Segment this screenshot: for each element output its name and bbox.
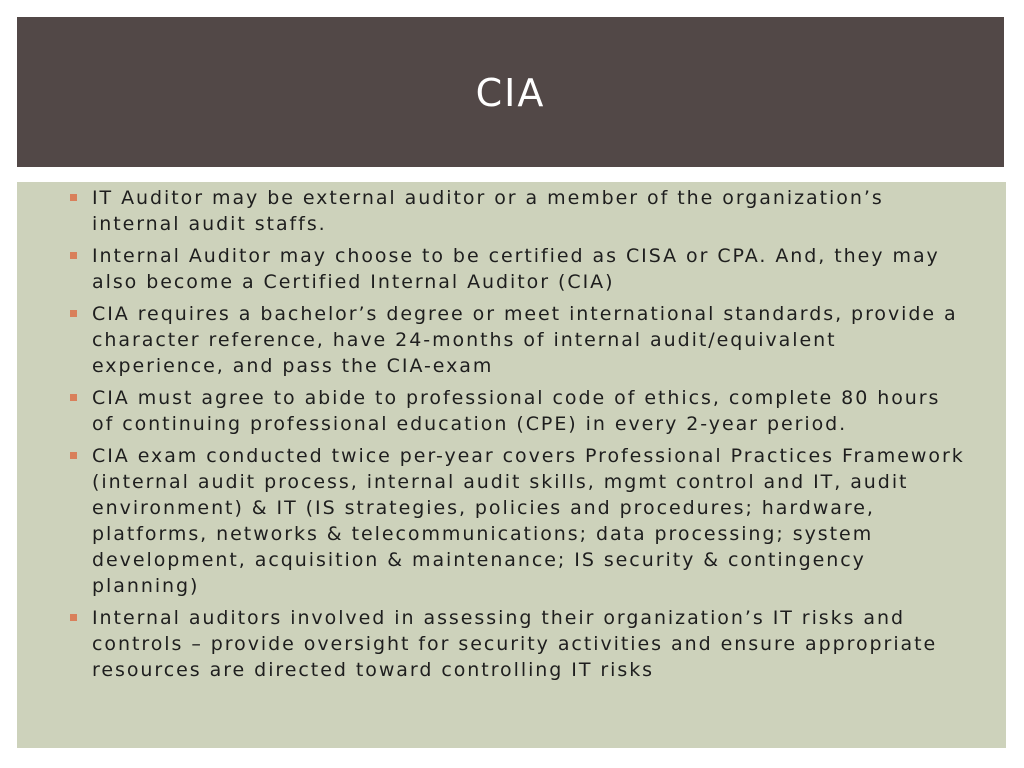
square-bullet-icon <box>70 252 77 259</box>
bullet-item <box>92 243 968 295</box>
bullet-item <box>92 605 968 683</box>
bullet-list <box>17 182 1006 683</box>
square-bullet-icon <box>70 452 77 459</box>
bullet-text: Internal auditors involved in assessing their organization’s IT risks and controls – provide oversight for security activities and ensure appropriate resources are directed toward controlling IT risks <box>92 607 938 681</box>
square-bullet-icon <box>70 394 77 401</box>
bullet-text: CIA must agree to abide to professional code of ethics, complete 80 hours of continuing professional education (CPE) in every 2-year period. <box>92 387 941 435</box>
bullet-text: IT Auditor may be external auditor or a member of the organization’s internal audit staffs. <box>92 187 884 235</box>
slide-title: CIA <box>475 70 546 115</box>
title-bar <box>17 17 1004 167</box>
square-bullet-icon <box>70 614 77 621</box>
bullet-item <box>92 185 968 237</box>
square-bullet-icon <box>70 310 77 317</box>
bullet-item <box>92 301 968 379</box>
square-bullet-icon <box>70 194 77 201</box>
bullet-text: Internal Auditor may choose to be certified as CISA or CPA. And, they may also become a Certified Internal Auditor (CIA) <box>92 245 940 293</box>
content-box <box>17 182 1006 748</box>
bullet-text: CIA exam conducted twice per-year covers Professional Practices Framework (internal audit process, internal audit skills, mgmt control and IT, audit environment) & IT (IS strategies, policies and procedures; hardware, platforms, networks & telecommunications; data processing; system development, acquisition & maintenance; IS security & contingency planning) <box>92 445 965 597</box>
bullet-item <box>92 443 968 599</box>
bullet-text: CIA requires a bachelor’s degree or meet international standards, provide a character reference, have 24-months of internal audit/equivalent experience, and pass the CIA-exam <box>92 303 958 377</box>
bullet-item <box>92 385 968 437</box>
